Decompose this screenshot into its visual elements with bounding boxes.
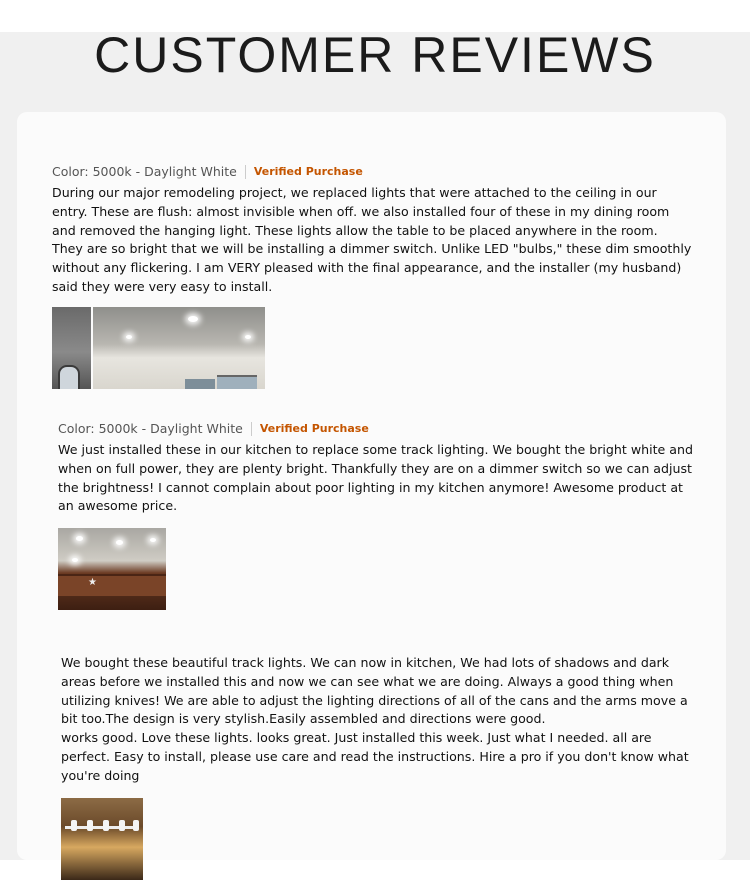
- review-text: We just installed these in our kitchen to replace some track lighting. We bought the bright white and when on full power, they are plenty bright. Thankfully they are on a dimmer switch so we can adjust the brightness! I cannot complain about poor lighting in my kitchen anymore! Awesome product at an awesome price.: [58, 442, 693, 514]
- verified-purchase-badge: Verified Purchase: [259, 422, 369, 435]
- verified-purchase-badge: Verified Purchase: [253, 165, 363, 178]
- review-3: [61, 654, 701, 880]
- review-text: During our major remodeling project, we replaced lights that were attached to the ceiling in our entry. These are flush: almost invisible when off. we also installed four of these in my dining room and removed the hanging light. These lights allow the table to be placed anywhere in the room. They are so bright that we will be installing a dimmer switch. Unlike LED "bulbs," these dim smoothly without any flickering. I am VERY pleased with the final appearance, and the installer (my husband) said they were very easy to install.: [52, 185, 692, 294]
- review-photos: [52, 307, 692, 389]
- review-meta: [58, 421, 698, 436]
- review-photos: [61, 798, 701, 880]
- page-title: CUSTOMER REVIEWS: [94, 27, 656, 83]
- review-photo[interactable]: ★: [58, 528, 166, 610]
- review-1: [52, 164, 692, 389]
- meta-divider: [251, 422, 252, 436]
- review-meta: [52, 164, 692, 179]
- review-photo[interactable]: [52, 307, 91, 389]
- variant-label: Color: 5000k - Daylight White: [58, 421, 243, 436]
- meta-divider: [245, 165, 246, 179]
- review-text: We bought these beautiful track lights. We can now in kitchen, We had lots of shadows and dark areas before we installed this and now we can see what we are doing. Always a good thing when utilizing knives! We are able to adjust the lighting directions of all of the cans and the arms move a bit too.The design is very stylish.Easily assembled and directions were good.: [61, 655, 688, 727]
- review-photo[interactable]: [61, 798, 143, 880]
- variant-label: Color: 5000k - Daylight White: [52, 164, 237, 179]
- review-text-continued: works good. Love these lights. looks great. Just installed this week. Just what I needed. all are perfect. Easy to install, please use care and read the instructions. Hire a pro if you don't know what you're doing: [61, 730, 689, 783]
- reviews-card: [17, 112, 726, 860]
- review-2: [58, 421, 698, 610]
- review-photo[interactable]: [93, 307, 265, 389]
- review-photos: [58, 528, 698, 610]
